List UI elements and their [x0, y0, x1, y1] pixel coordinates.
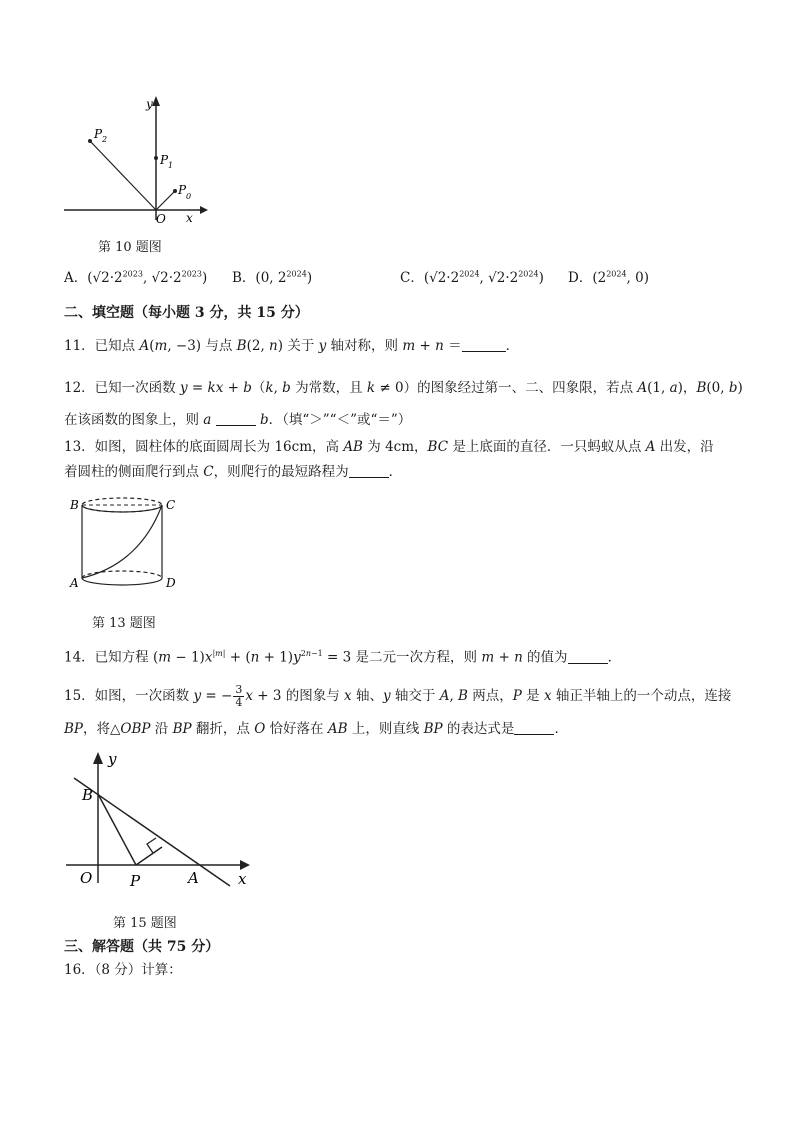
question-12-line-1: 12．已知一次函数 y = kx + b（k, b 为常数，且 k ≠ 0）的图象经过第一、二、四象限，若点 A(1, a)，B(0, b) [64, 380, 743, 396]
label-b: B [82, 786, 94, 804]
question-11: 11．已知点 A(m, −3) 与点 B(2, n) 关于 y 轴对称，则 m + n ＝ ． [64, 338, 520, 354]
figure-10 [60, 92, 210, 232]
segment-o-p0 [156, 191, 175, 210]
question-14: 14．已知方程 $(m - 1)x^{|m|} + (n + 1)y^{2n-1} = 3$ 是二元一次方程，则 m + n 的值为 ． [64, 649, 622, 666]
label-c: C [166, 498, 176, 512]
label-a: A [70, 576, 79, 590]
label-p1-sub: 1 [168, 161, 174, 170]
figure-13-caption: 第 13 题图 [92, 616, 156, 631]
figure-10-caption: 第 10 题图 [98, 240, 162, 255]
label-a: A [188, 869, 199, 887]
label-o: O [156, 212, 166, 226]
label-x: x [186, 211, 193, 225]
option-c: C．($√2\cdot 2^{2024}$, $√2\cdot 2^{2024}$) [400, 269, 544, 286]
answer-blank-13[interactable] [349, 463, 389, 478]
ant-path [82, 505, 162, 578]
point-p2 [88, 139, 92, 143]
question-13-line-2: 着圆柱的侧面爬行到点 C，则爬行的最短路程为 ． [64, 464, 403, 480]
section-2-title: 二、填空题（每小题 3 分，共 15 分） [64, 305, 309, 321]
figure-15-caption: 第 15 题图 [113, 916, 177, 931]
question-15-line-1: 15．如图，一次函数 y = − $\frac{3}{4}$ x + 3 的图象与 x 轴、y 轴交于 A, B 两点，P 是 x 轴正半轴上的一个动点，连接 [64, 683, 732, 709]
label-d: D [166, 576, 176, 590]
option-a: A．($√2\cdot 2^{2023}$, $√2\cdot 2^{2023}$) [64, 269, 208, 286]
answer-blank-12[interactable] [216, 411, 256, 426]
label-y: y [146, 97, 153, 111]
label-p0-sub: 0 [186, 192, 192, 201]
perpendicular-segment [136, 847, 162, 865]
label-p0: P [178, 183, 187, 197]
label-b: B [70, 498, 79, 512]
segment-bp [98, 794, 136, 865]
label-o: O [80, 869, 93, 887]
question-13-line-1: 13．如图，圆柱体的底面圆周长为 16cm，高 AB 为 4cm，BC 是上底面的直径．一只蚂蚁从点 A 出发，沿 [64, 439, 714, 455]
answer-blank-14[interactable] [568, 649, 608, 664]
bottom-ellipse-front [82, 578, 162, 585]
figure-13 [64, 490, 194, 600]
label-y: y [108, 750, 117, 768]
answer-blank-15[interactable] [514, 720, 554, 735]
option-d: D．($2^{2024}$, 0) [568, 269, 649, 286]
segment-o-p2 [90, 141, 156, 210]
label-p1: P [160, 153, 169, 167]
top-ellipse-front [82, 505, 162, 512]
section-3-title: 三、解答题（共 75 分） [64, 939, 220, 955]
point-p0 [173, 189, 177, 193]
point-p1 [154, 156, 158, 160]
option-b: B．(0, $2^{2024}$) [232, 269, 313, 286]
label-x: x [238, 870, 247, 888]
question-15-line-2: BP，将△OBP 沿 BP 翻折，点 O 恰好落在 AB 上，则直线 BP 的表达式是 ． [64, 721, 568, 737]
answer-blank-11[interactable] [462, 337, 506, 352]
label-p: P [130, 872, 141, 890]
right-angle-mark [147, 838, 156, 853]
question-16: 16．（8 分）计算： [64, 962, 182, 978]
label-p2-sub: 2 [102, 135, 108, 144]
figure-15 [64, 748, 264, 898]
question-12-line-2: 在该函数的图象上，则 a b．（填“＞”“＜”或“＝”） [64, 412, 412, 428]
label-p2: P [94, 127, 103, 141]
